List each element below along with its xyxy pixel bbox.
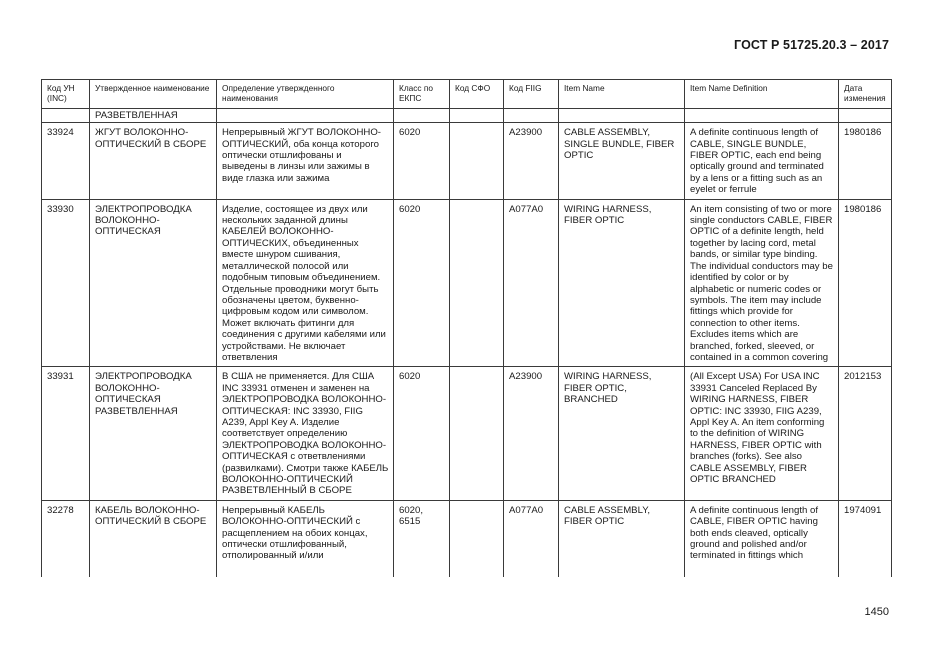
cell-definition: Изделие, состоящее из двух или нескольких заданной длины КАБЕЛЕЙ ВОЛОКОННО-ОПТИЧЕСКИХ, объединенных вместе шнуром сшивания, металлической полосой или подобным типовым объединением. Отдельные проводники могут быть обозначены цветом, буквенно-цифровым кодом или символом. Может включать фитинги для соединения с другими кабелями или устройствами. Не включает ответвления (217, 199, 394, 367)
cell-fiig: A23900 (504, 123, 559, 199)
cell-ekps: 6020 (394, 367, 450, 500)
table-row-continuation (42, 108, 892, 122)
cell-fiig: A077A0 (504, 199, 559, 367)
cell-date: 1980186 (839, 199, 892, 367)
cell-sfo (450, 123, 504, 199)
col-header-sfo: Код СФО (450, 80, 504, 109)
cell-inc: 33931 (42, 367, 90, 500)
cell-fiig: A077A0 (504, 500, 559, 577)
cell-item-name: CABLE ASSEMBLY, FIBER OPTIC (559, 500, 685, 577)
col-header-approved-name: Утвержденное наименование (90, 80, 217, 109)
cell-date: 1974091 (839, 500, 892, 577)
cell-inc (42, 108, 90, 122)
cell-sfo (450, 199, 504, 367)
col-header-fiig: Код FIIG (504, 80, 559, 109)
cell-item-name (559, 108, 685, 122)
table-row (42, 367, 892, 500)
col-header-definition: Определение утвержденного наименования (217, 80, 394, 109)
cell-ekps: 6020 (394, 123, 450, 199)
table-header-row (42, 80, 892, 109)
cell-item-definition: A definite continuous length of CABLE, SINGLE BUNDLE, FIBER OPTIC, each end being optically ground and terminated by a lens or a fitting such as an eyelet or ferrule (685, 123, 839, 199)
cell-date: 2012153 (839, 367, 892, 500)
cell-ekps: 6020 (394, 199, 450, 367)
cell-approved-name: ЖГУТ ВОЛОКОННО-ОПТИЧЕСКИЙ В СБОРЕ (90, 123, 217, 199)
cell-inc: 32278 (42, 500, 90, 577)
cell-definition: Непрерывный ЖГУТ ВОЛОКОННО-ОПТИЧЕСКИЙ, оба конца которого оптически отшлифованы и выведены в линзы или зажимы в виде глазка или зажима (217, 123, 394, 199)
cell-approved-name: ЭЛЕКТРОПРОВОДКА ВОЛОКОННО-ОПТИЧЕСКАЯ РАЗВЕТВЛЕННАЯ (90, 367, 217, 500)
cell-item-name: CABLE ASSEMBLY, SINGLE BUNDLE, FIBER OPTIC (559, 123, 685, 199)
cell-fiig (504, 108, 559, 122)
cell-sfo (450, 367, 504, 500)
document-code: ГОСТ Р 51725.20.3 – 2017 (734, 38, 889, 52)
page-number: 1450 (864, 606, 889, 618)
cell-date (839, 108, 892, 122)
table-row (42, 199, 892, 367)
cell-approved-name: ЭЛЕКТРОПРОВОДКА ВОЛОКОННО-ОПТИЧЕСКАЯ (90, 199, 217, 367)
cell-fiig: A23900 (504, 367, 559, 500)
cell-item-definition: An item consisting of two or more single conductors CABLE, FIBER OPTIC of a definite length, held together by lacing cord, metal bands, or similar type binding. The individual conductors may be identified by color or by alphabetic or numeric codes or symbols. The item may include fittings which provide for connection to other items. Excludes items which are branched, forked, sleeved, or contained in a common covering (685, 199, 839, 367)
col-header-inc: Код УН (INC) (42, 80, 90, 109)
cell-approved-name: РАЗВЕТВЛЕННАЯ (90, 108, 217, 122)
cell-sfo (450, 108, 504, 122)
cell-definition: Непрерывный КАБЕЛЬ ВОЛОКОННО-ОПТИЧЕСКИЙ с расщеплением на обоих концах, оптически отшлифованный, отполированный и/или (217, 500, 394, 577)
table-row (42, 500, 892, 577)
col-header-item-definition: Item Name Definition (685, 80, 839, 109)
cell-item-name: WIRING HARNESS, FIBER OPTIC, BRANCHED (559, 367, 685, 500)
cell-definition: В США не применяется. Для США INC 33931 отменен и заменен на ЭЛЕКТРОПРОВОДКА ВОЛОКОННО-ОПТИЧЕСКАЯ: INC 33930, FIIG A239, Appl Key A. Изделие соответствует определению ЭЛЕКТРОПРОВОДКА ВОЛОКОННО-ОПТИЧЕСКАЯ с ответвлениями (развилками). Смотри также КАБЕЛЬ ВОЛОКОННО-ОПТИЧЕСКИЙ РАЗВЕТВЛЕННЫЙ В СБОРЕ (217, 367, 394, 500)
cell-ekps (394, 108, 450, 122)
cell-inc: 33930 (42, 199, 90, 367)
cell-inc: 33924 (42, 123, 90, 199)
cell-definition (217, 108, 394, 122)
cell-item-definition: (All Except USA) For USA INC 33931 Canceled Replaced By WIRING HARNESS, FIBER OPTIC: INC 33930, FIIG A239, Appl Key A. An item conforming to the definition of WIRING HARNESS, FIBER OPTIC with branches (forks). See also CABLE ASSEMBLY, FIBER OPTIC BRANCHED (685, 367, 839, 500)
cell-item-name: WIRING HARNESS, FIBER OPTIC (559, 199, 685, 367)
cell-ekps: 6020, 6515 (394, 500, 450, 577)
col-header-item-name: Item Name (559, 80, 685, 109)
catalog-table (41, 79, 892, 577)
col-header-ekps: Класс по ЕКПС (394, 80, 450, 109)
col-header-date: Дата изменения (839, 80, 892, 109)
cell-sfo (450, 500, 504, 577)
table-row (42, 123, 892, 199)
cell-date: 1980186 (839, 123, 892, 199)
cell-approved-name: КАБЕЛЬ ВОЛОКОННО-ОПТИЧЕСКИЙ В СБОРЕ (90, 500, 217, 577)
cell-item-definition: A definite continuous length of CABLE, FIBER OPTIC having both ends cleaved, optically ground and polished and/or terminated in fittings which (685, 500, 839, 577)
cell-item-definition (685, 108, 839, 122)
